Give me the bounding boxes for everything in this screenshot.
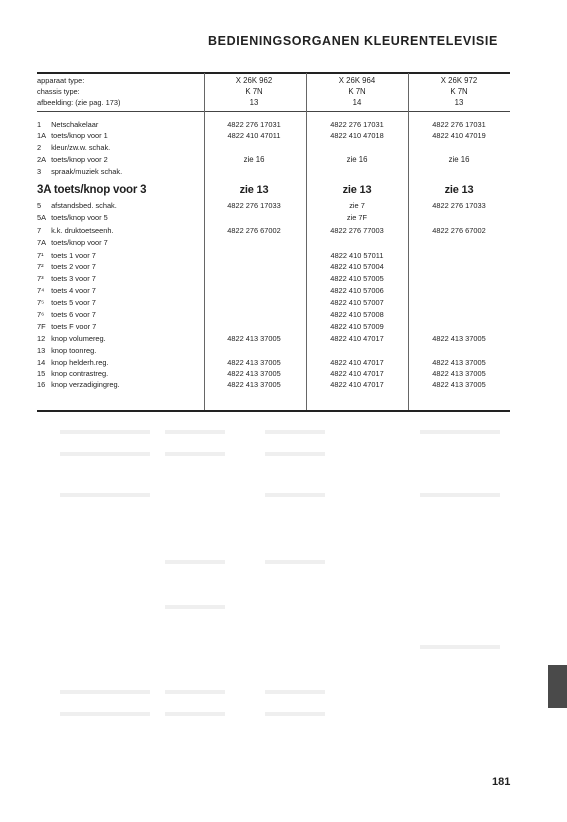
row-label: 13 knop toonreg. (37, 346, 97, 355)
row-label: 1A toets/knop voor 1 (37, 131, 108, 140)
row-label: 7F toets F voor 7 (37, 322, 97, 331)
row-label: 15 knop contrastreg. (37, 369, 109, 378)
part-number: 4822 410 47018 (330, 131, 384, 140)
section-thumb-tab (548, 665, 567, 708)
part-number: 4822 413 37005 (432, 358, 486, 367)
header-cell: X 26K 962 (235, 76, 273, 85)
part-number: 4822 413 37005 (432, 369, 486, 378)
row-label: 7¹ toets 1 voor 7 (37, 251, 96, 260)
row-label: 12 knop volumereg. (37, 334, 106, 343)
header-cell: K 7N (245, 87, 263, 96)
table-row (37, 226, 510, 236)
table-row (37, 369, 510, 379)
row-label: 5A toets/knop voor 5 (37, 213, 108, 222)
part-number: 4822 410 47017 (330, 358, 384, 367)
row-label: 1 Netschakelaar (37, 120, 99, 129)
cross-reference: zie 7F (346, 213, 368, 222)
header-row-apparaat-type (37, 76, 510, 86)
header-cell: 13 (249, 98, 259, 107)
row-label: 7⁵ toets 5 voor 7 (37, 298, 96, 307)
table-bottom-rule (37, 410, 510, 412)
table-row (37, 358, 510, 368)
part-number: 4822 276 17031 (330, 120, 384, 129)
part-number: 4822 276 77003 (330, 226, 384, 235)
part-number: 4822 276 17033 (227, 201, 281, 210)
header-cell: X 26K 964 (338, 76, 376, 85)
table-row (37, 322, 510, 332)
row-label: 7⁴ toets 4 voor 7 (37, 286, 96, 295)
row-label: 3 spraak/muziek schak. (37, 167, 123, 176)
part-number: 4822 410 57011 (330, 251, 384, 260)
table-row (37, 380, 510, 390)
page-title: BEDIENINGSORGANEN KLEURENTELEVISIE (208, 34, 498, 48)
cross-reference: zie 13 (342, 184, 372, 196)
row-label: 2A toets/knop voor 2 (37, 155, 108, 164)
part-number: 4822 413 37005 (432, 380, 486, 389)
row-label: 5 afstandsbed. schak. (37, 201, 117, 210)
header-cell: K 7N (450, 87, 468, 96)
header-label: apparaat type: (37, 76, 85, 85)
part-number: 4822 410 47019 (432, 131, 486, 140)
table-row (37, 167, 510, 177)
header-row-afbeelding (37, 98, 510, 108)
part-number: 4822 410 47017 (330, 369, 384, 378)
part-number: 4822 413 37005 (432, 334, 486, 343)
row-label: 7² toets 2 voor 7 (37, 262, 96, 271)
table-row (37, 274, 510, 284)
part-number: 4822 413 37005 (227, 369, 281, 378)
part-number: 4822 413 37005 (227, 380, 281, 389)
page-number: 181 (492, 776, 511, 788)
part-number: 4822 276 17031 (227, 120, 281, 129)
row-label: 7 k.k. druktoetseenh. (37, 226, 114, 235)
row-label: 7³ toets 3 voor 7 (37, 274, 96, 283)
part-number: 4822 410 47017 (330, 380, 384, 389)
row-label: 7⁶ toets 6 voor 7 (37, 310, 96, 319)
table-row (37, 298, 510, 308)
header-label: chassis type: (37, 87, 80, 96)
table-row (37, 143, 510, 153)
part-number: 4822 276 17031 (432, 120, 486, 129)
row-label: 2 kleur/zw.w. schak. (37, 143, 111, 152)
part-number: 4822 276 67002 (227, 226, 281, 235)
row-label: 3A toets/knop voor 3 (37, 184, 147, 196)
table-row (37, 251, 510, 261)
table-row (37, 155, 510, 165)
part-number: 4822 413 37005 (227, 358, 281, 367)
header-row-chassis-type (37, 87, 510, 97)
part-number: 4822 410 57009 (330, 322, 384, 331)
header-cell: 13 (454, 98, 464, 107)
table-row (37, 120, 510, 130)
part-number: 4822 413 37005 (227, 334, 281, 343)
table-row (37, 262, 510, 272)
part-number: 4822 410 57005 (330, 274, 384, 283)
header-bottom-rule (37, 111, 510, 112)
part-number: 4822 410 57006 (330, 286, 384, 295)
header-cell: K 7N (348, 87, 366, 96)
table-row (37, 213, 510, 223)
row-label: 7A toets/knop voor 7 (37, 238, 108, 247)
cross-reference: zie 7 (349, 201, 365, 210)
table-top-rule (37, 72, 510, 74)
table-row (37, 310, 510, 320)
part-number: 4822 276 67002 (432, 226, 486, 235)
header-cell: 14 (352, 98, 362, 107)
row-label: 16 knop verzadigingreg. (37, 380, 120, 389)
header-label: afbeelding: (zie pag. 173) (37, 98, 121, 107)
part-number: 4822 410 47011 (227, 131, 281, 140)
header-cell: X 26K 972 (440, 76, 478, 85)
part-number: 4822 276 17033 (432, 201, 486, 210)
cross-reference: zie 16 (346, 155, 368, 164)
part-number: 4822 410 47017 (330, 334, 384, 343)
table-row (37, 131, 510, 141)
cross-reference: zie 16 (448, 155, 470, 164)
part-number: 4822 410 57007 (330, 298, 384, 307)
table-row (37, 183, 510, 197)
table-row (37, 346, 510, 356)
cross-reference: zie 13 (239, 184, 269, 196)
table-row (37, 238, 510, 248)
part-number: 4822 410 57008 (330, 310, 384, 319)
part-number: 4822 410 57004 (330, 262, 384, 271)
table-row (37, 201, 510, 211)
cross-reference: zie 16 (243, 155, 265, 164)
table-row (37, 286, 510, 296)
row-label: 14 knop helderh.reg. (37, 358, 109, 367)
cross-reference: zie 13 (444, 184, 474, 196)
table-row (37, 334, 510, 344)
